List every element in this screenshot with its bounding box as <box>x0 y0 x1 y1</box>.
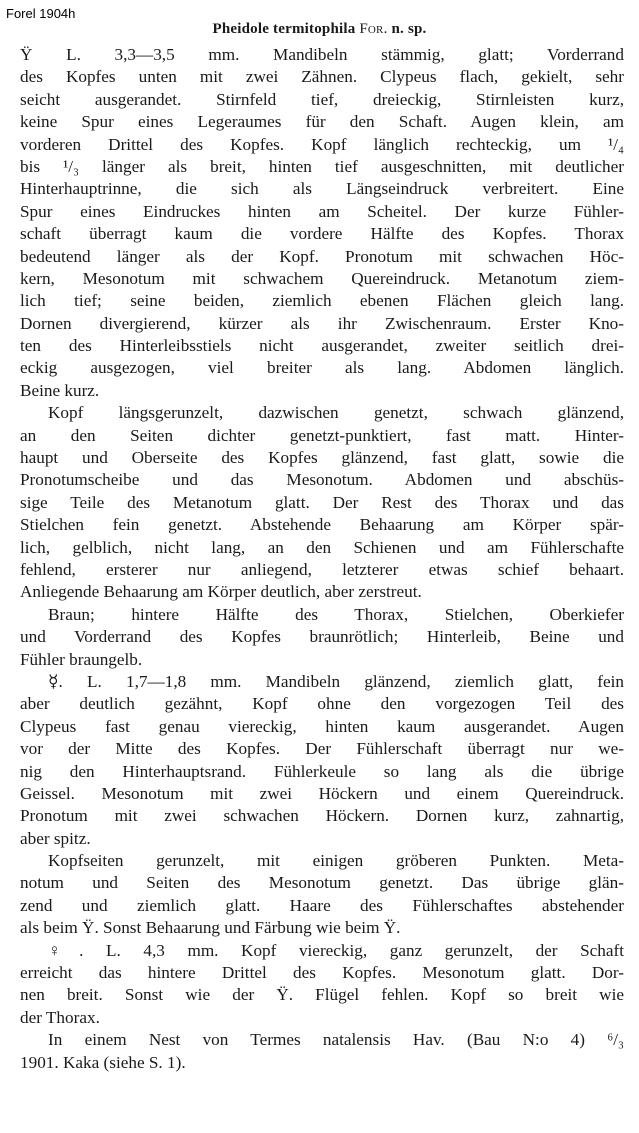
species-suffix: n. sp. <box>391 21 427 37</box>
text-line: aber spitz. <box>20 828 91 848</box>
text-line: Pronotumscheibe und das Mesonotum. Abdomen und abschüs- <box>20 470 624 490</box>
text-line: Dornen divergierend, kürzer als ihr Zwischenraum. Erster Kno- <box>20 313 624 333</box>
text-line: nen breit. Sonst wie der Ÿ. Flügel fehlen. Kopf so breit wie <box>20 985 624 1005</box>
text-line: zend und ziemlich glatt. Haare des Fühlerschaftes abstehender <box>20 895 624 915</box>
text-line: Beine kurz. <box>20 380 100 400</box>
text-line: seicht ausgerandet. Stirnfeld tief, dreieckig, Stirnleisten kurz, <box>20 89 624 109</box>
text-line: und Vorderrand des Kopfes braunrötlich; Hinterleib, Beine und <box>20 627 624 647</box>
soldier-color <box>20 604 624 671</box>
female-description <box>20 940 624 1030</box>
text-line: Pronotum mit zwei schwachen Höckern. Dornen kurz, zahnartig, <box>20 806 624 826</box>
text-line: Ÿ L. 3,3—3,5 mm. Mandibeln stämmig, glatt; Vorderrand <box>20 45 624 64</box>
reference-stamp: Forel 1904h <box>6 6 76 21</box>
text-line: Kopfseiten gerunzelt, mit einigen gröberen Punkten. Meta- <box>48 851 624 871</box>
text-line: Stielchen fein genetzt. Abstehende Behaarung am Körper spär- <box>20 515 624 535</box>
text-line: bis ¹/₃ länger als breit, hinten tief ausgeschnitten, mit deutlicher <box>20 156 624 176</box>
text-line: fehlend, ersterer nur anliegend, letzterer etwas schief behaart. <box>20 559 624 579</box>
species-title <box>0 21 639 38</box>
text-line: ten des Hinterleibsstiels nicht ausgerandet, zweiter seitlich drei- <box>20 336 624 356</box>
text-line: an den Seiten dichter genetzt-punktiert, fast matt. Hinter- <box>20 425 624 445</box>
species-author: For. <box>359 21 388 37</box>
text-line: der Thorax. <box>20 1007 100 1027</box>
text-line: haupt und Oberseite des Kopfes glänzend, fast glatt, sowie die <box>20 448 624 468</box>
text-line: kern, Mesonotum mit schwachem Quereindruck. Metanotum ziem- <box>20 268 624 288</box>
text-line: erreicht das hintere Drittel des Kopfes. Mesonotum glatt. Dor- <box>20 963 624 983</box>
text-line: als beim Ÿ. Sonst Behaarung und Färbung wie beim Ÿ. <box>20 918 401 938</box>
text-line: aber deutlich gezähnt, Kopf ohne den vorgezogen Teil des <box>20 694 624 714</box>
text-line: des Kopfes unten mit zwei Zähnen. Clypeus flach, gekielt, sehr <box>20 67 624 87</box>
text-line: schaft überragt kaum die vordere Hälfte des Kopfes. Thorax <box>20 224 624 244</box>
text-line: Hinterhauptrinne, die sich als Längseindruck verbreitert. Eine <box>20 179 624 199</box>
text-line: 1901. Kaka (siehe S. 1). <box>20 1052 186 1072</box>
text-line: In einem Nest von Termes natalensis Hav. (Bau N:o 4) ⁶/₃ <box>48 1030 624 1050</box>
text-line: Spur eines Eindruckes hinten am Scheitel. Der kurze Fühler- <box>20 201 624 221</box>
species-name: Pheidole termitophila <box>212 21 356 37</box>
text-line: Geissel. Mesonotum mit zwei Höckern und einem Quereindruck. <box>20 783 624 803</box>
text-line: ☿. L. 1,7—1,8 mm. Mandibeln glänzend, ziemlich glatt, fein <box>48 671 624 691</box>
text-line: Braun; hintere Hälfte des Thorax, Stielchen, Oberkiefer <box>48 604 624 624</box>
text-line: bedeutend länger als der Kopf. Pronotum mit schwachen Höc- <box>20 246 624 266</box>
description-body <box>20 44 624 1074</box>
text-line: Kopf längsgerunzelt, dazwischen genetzt, schwach glänzend, <box>48 403 624 423</box>
text-line: Anliegende Behaarung am Körper deutlich, aber zerstreut. <box>20 582 422 602</box>
text-line: notum und Seiten des Mesonotum genetzt. Das übrige glän- <box>20 873 624 893</box>
text-line: Clypeus fast genau viereckig, hinten kaum ausgerandet. Augen <box>20 716 624 736</box>
text-line: ♀. L. 4,3 mm. Kopf viereckig, ganz gerunzelt, der Schaft <box>48 940 624 960</box>
collection-note <box>20 1029 624 1074</box>
worker-description <box>20 671 624 850</box>
text-line: keine Spur eines Legeraumes für den Schaft. Augen klein, am <box>20 112 624 132</box>
text-line: vor der Mitte des Kopfes. Der Fühlerschaft überragt nur we- <box>20 739 624 759</box>
text-line: lich, gelblich, nicht lang, an den Schienen und am Fühlerschafte <box>20 537 624 557</box>
text-line: sige Teile des Metanotum glatt. Der Rest des Thorax und das <box>20 492 624 512</box>
soldier-sculpture <box>20 402 624 604</box>
text-line: lich tief; seine beiden, ziemlich ebenen Flächen gleich lang. <box>20 291 624 311</box>
text-line: eckig ausgezogen, viel breiter als lang. Abdomen länglich. <box>20 358 624 378</box>
worker-sculpture <box>20 850 624 940</box>
text-line: nig den Hinterhauptsrand. Fühlerkeule so lang als die übrige <box>20 761 624 781</box>
text-line: Fühler braungelb. <box>20 649 143 669</box>
soldier-description <box>20 44 624 402</box>
text-line: vorderen Drittel des Kopfes. Kopf länglich rechteckig, um ¹/₄ <box>20 134 624 154</box>
